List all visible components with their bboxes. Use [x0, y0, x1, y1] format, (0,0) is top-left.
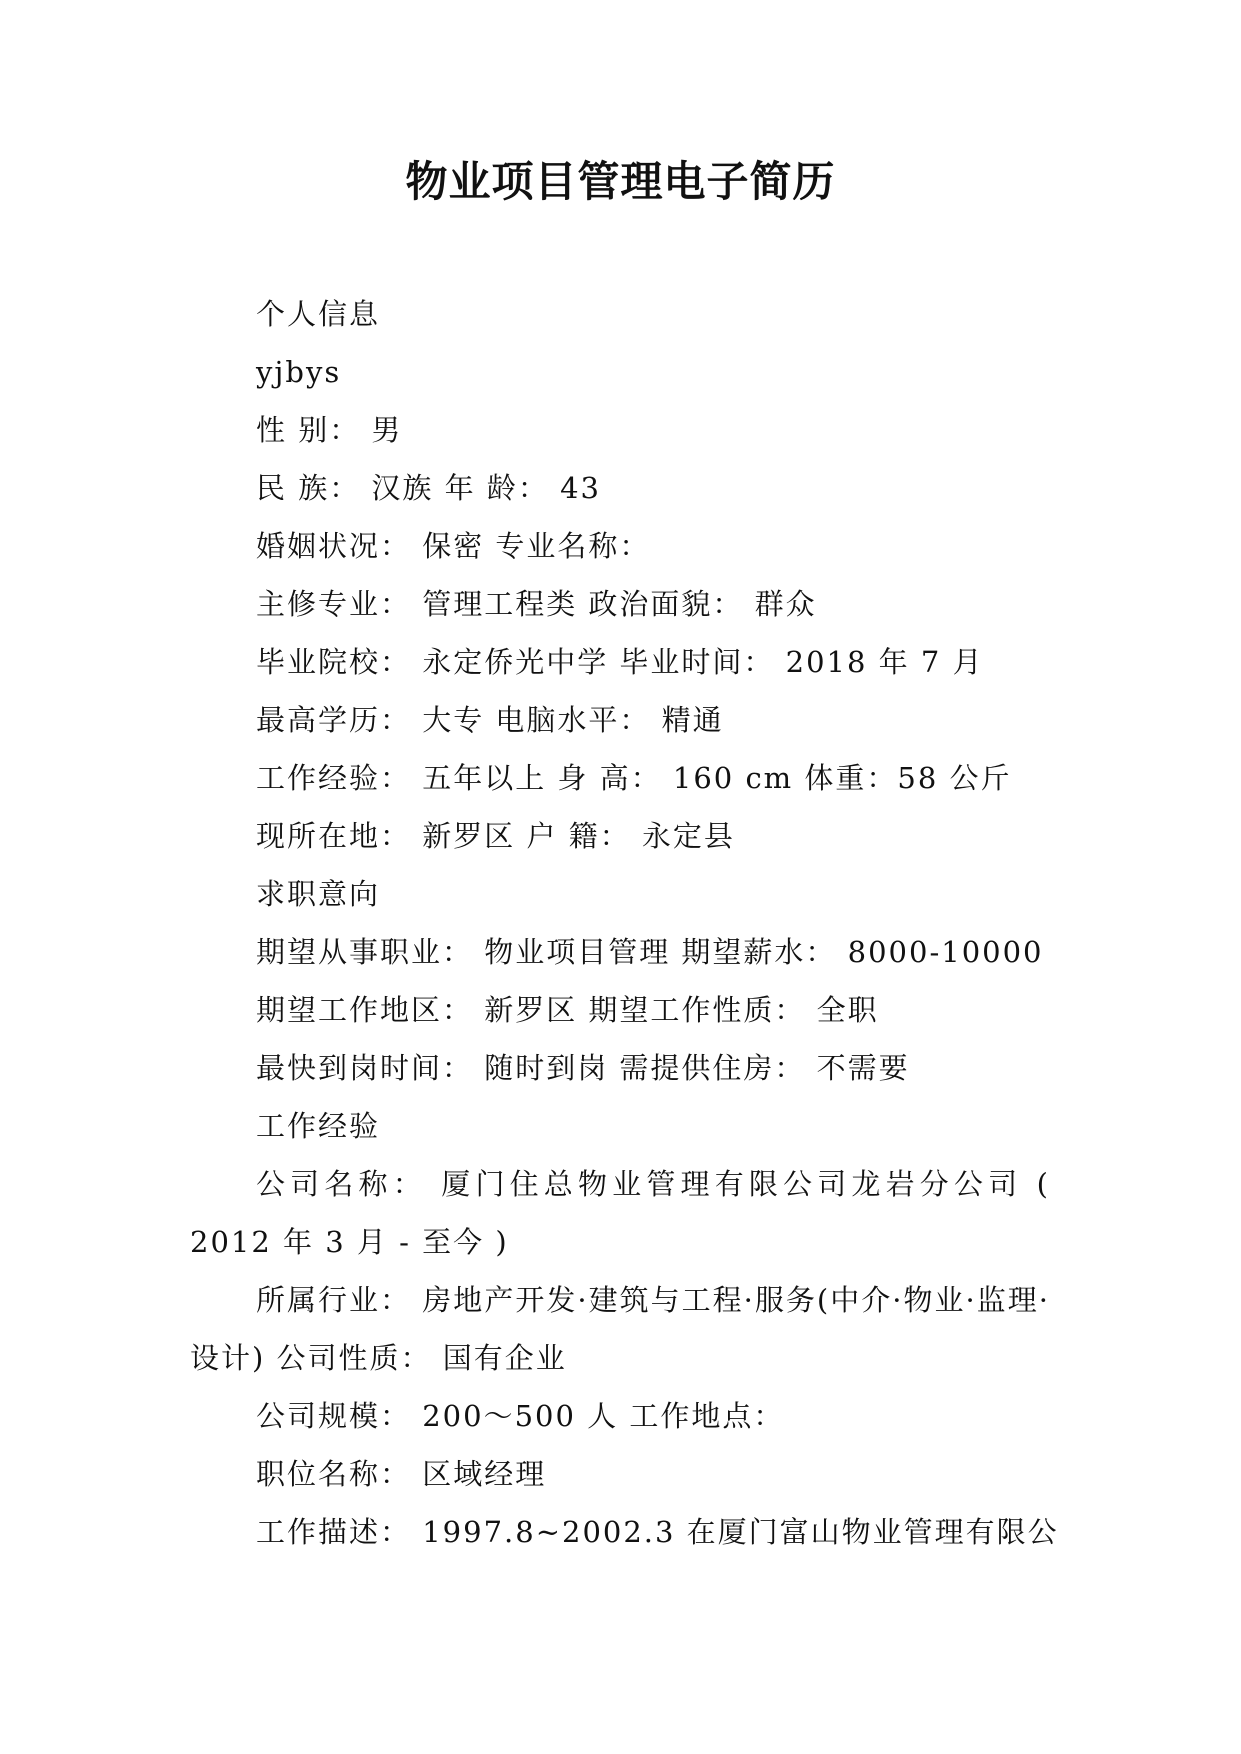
document-title: 物业项目管理电子简历	[405, 157, 836, 206]
industry-paragraph: 所属行业： 房地产开发·建筑与工程·服务(中介·物业·监理·设计) 公司性质： 国有企业	[190, 1283, 1050, 1375]
major-line: 主修专业： 管理工程类 政治面貌： 群众	[256, 587, 817, 621]
section-heading-work-experience: 工作经验	[256, 1109, 381, 1143]
company-size-line: 公司规模： 200～500 人 工作地点：	[256, 1399, 785, 1433]
section-heading-personal-info: 个人信息	[256, 297, 381, 331]
resume-body	[190, 285, 1059, 1561]
name-line: yjbys	[256, 355, 342, 389]
expected-area-line: 期望工作地区： 新罗区 期望工作性质： 全职	[256, 993, 879, 1027]
location-line: 现所在地： 新罗区 户 籍： 永定县	[256, 819, 735, 853]
position-line: 职位名称： 区域经理	[256, 1457, 547, 1491]
experience-height-line: 工作经验： 五年以上 身 高： 160 cm 体重：58 公斤	[256, 761, 1012, 795]
gender-line: 性 别： 男	[256, 413, 403, 447]
education-line: 最高学历： 大专 电脑水平： 精通	[256, 703, 724, 737]
start-time-line: 最快到岗时间： 随时到岗 需提供住房： 不需要	[256, 1051, 910, 1085]
marital-status-line: 婚姻状况： 保密 专业名称：	[256, 529, 651, 563]
company-name-paragraph: 公司名称： 厦门住总物业管理有限公司龙岩分公司 ( 2012 年 3 月 - 至今 )	[190, 1167, 1050, 1259]
expected-occupation-line: 期望从事职业： 物业项目管理 期望薪水： 8000-10000	[256, 935, 1044, 969]
section-heading-job-intention: 求职意向	[256, 877, 381, 911]
job-description-line: 工作描述： 1997.8~2002.3 在厦门富山物业管理有限公	[256, 1515, 1059, 1549]
school-line: 毕业院校： 永定侨光中学 毕业时间： 2018 年 7 月	[256, 645, 984, 679]
ethnicity-age-line: 民 族： 汉族 年 龄： 43	[256, 471, 601, 505]
